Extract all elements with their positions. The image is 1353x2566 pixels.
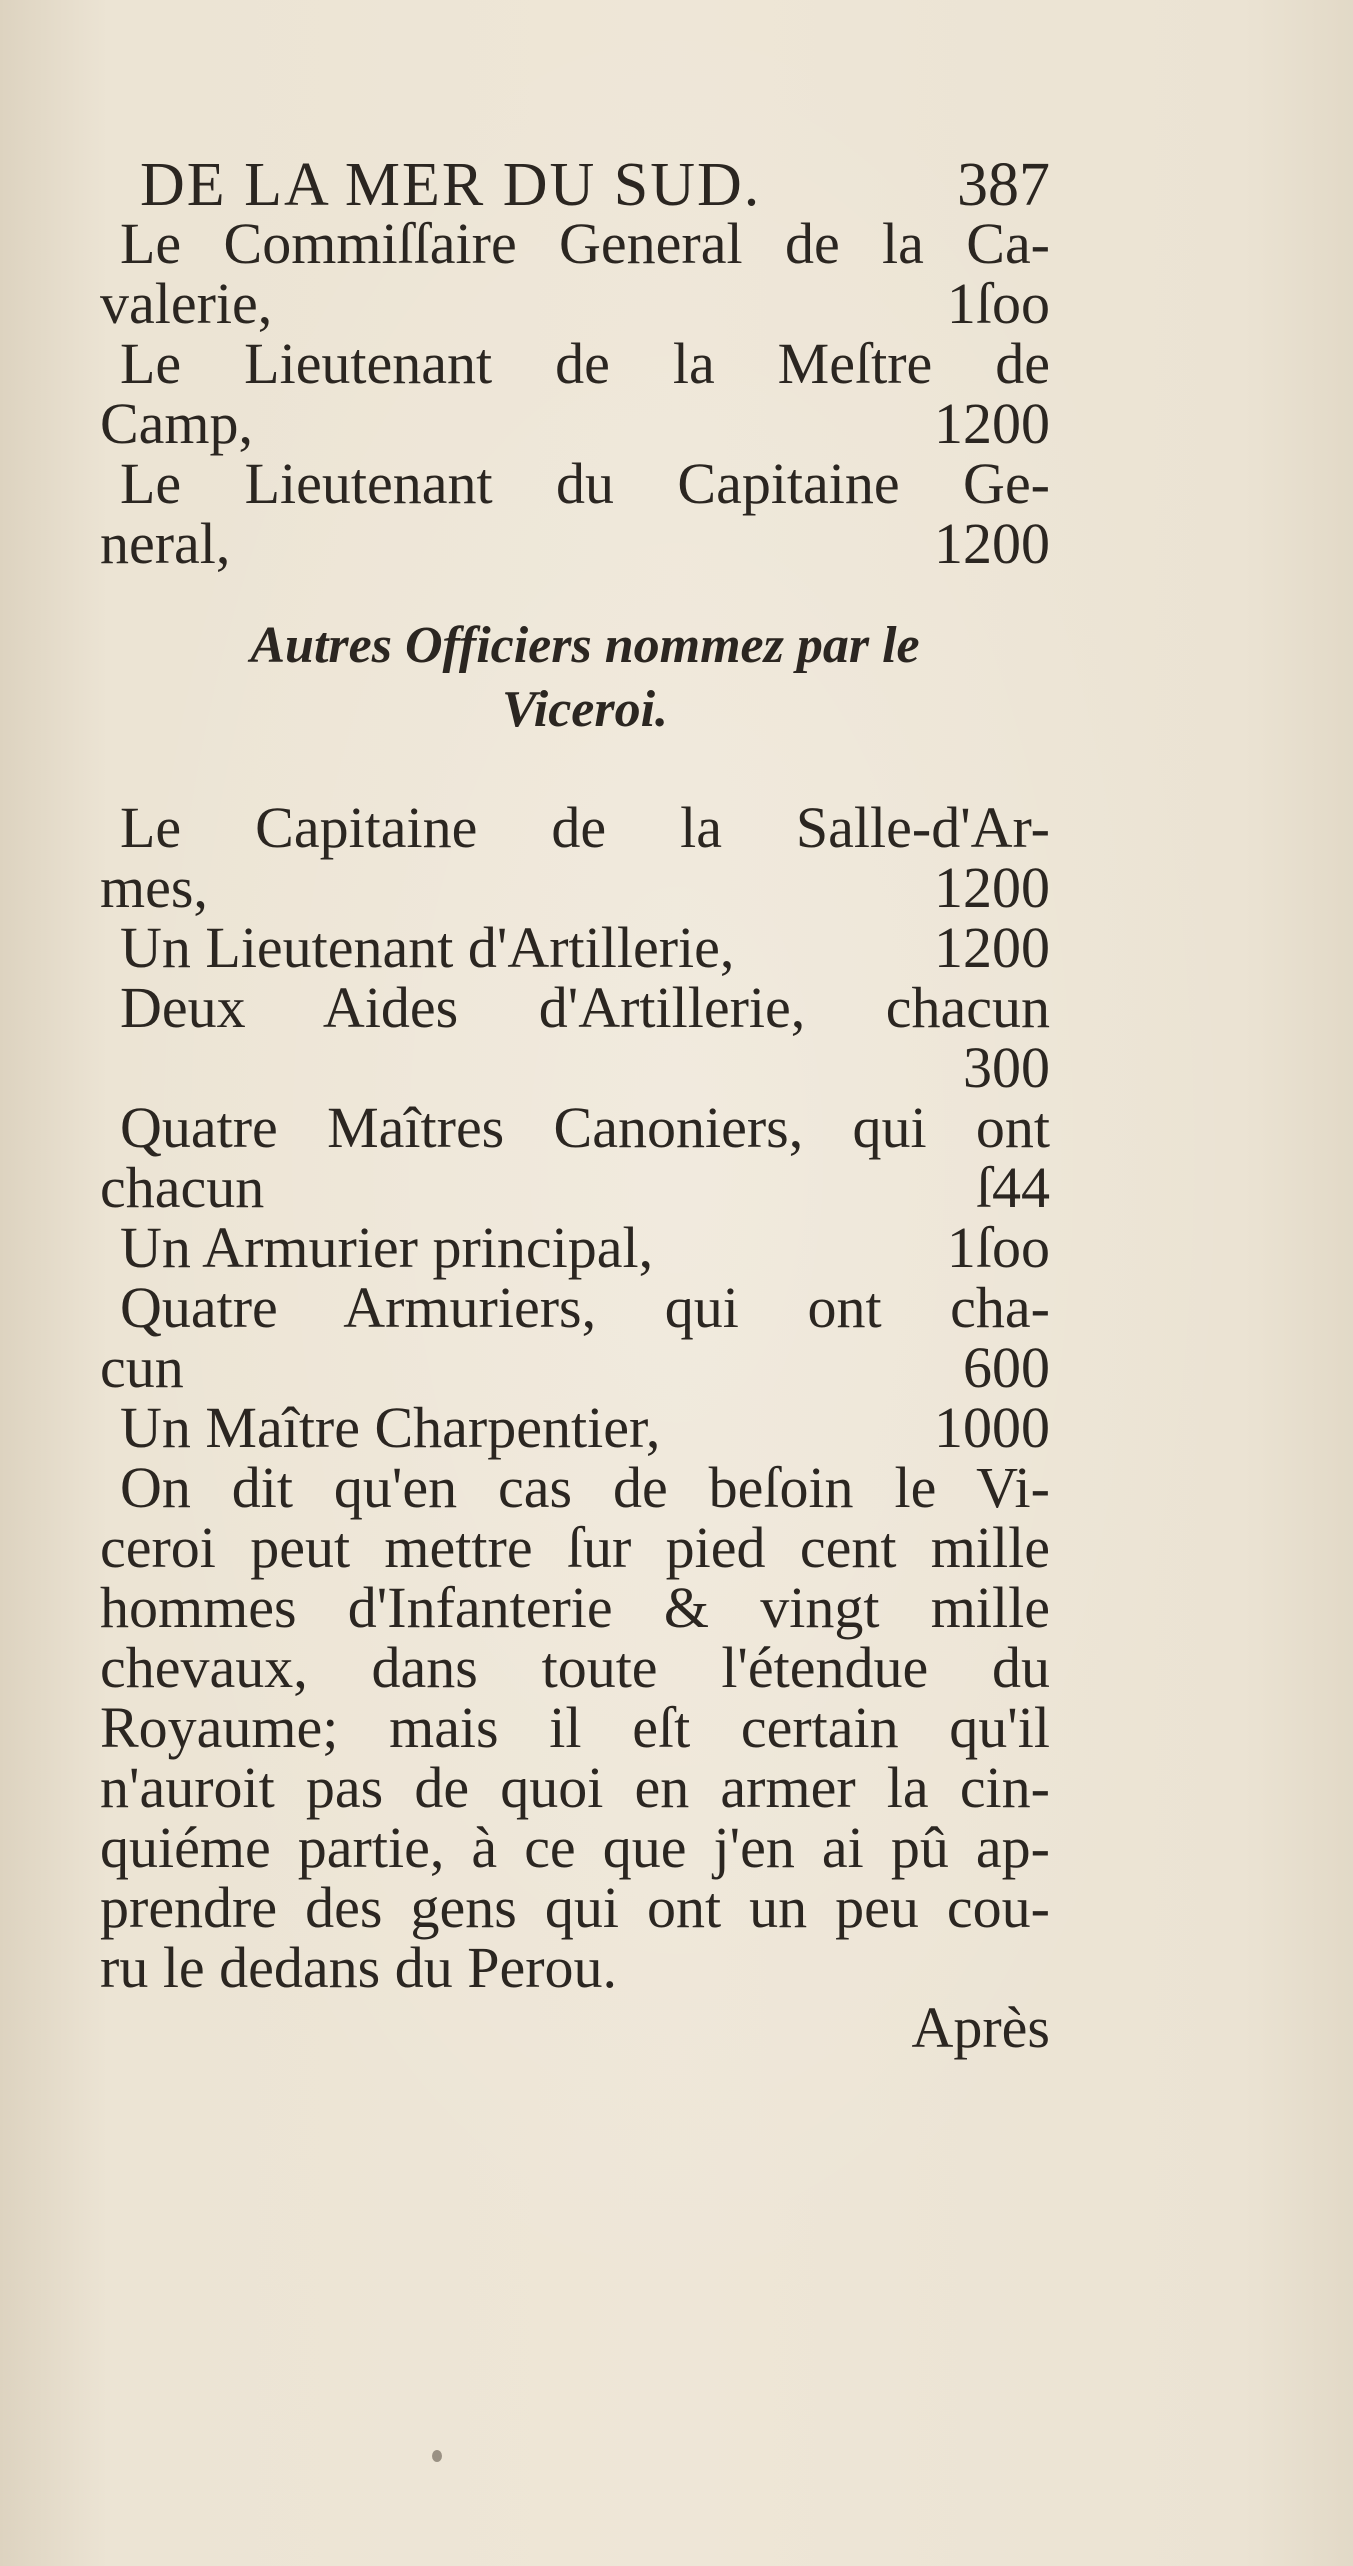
entry-amount: 1200 xyxy=(934,511,1050,576)
paragraph-line: ceroi peut mettre ſur pied cent mille xyxy=(100,1515,1050,1580)
entry-line: Quatre Armuriers, qui ont cha- xyxy=(120,1275,1050,1340)
spacer xyxy=(100,742,1050,798)
entry-line-with-amount xyxy=(100,855,1050,920)
paragraph-line: hommes d'Infanterie & vingt mille xyxy=(100,1575,1050,1640)
entry-line-with-amount xyxy=(100,1395,1050,1460)
entry-text: valerie, xyxy=(100,271,273,336)
paragraph-line: On dit qu'en cas de beſoin le Vi- xyxy=(120,1455,1050,1520)
entry-amount: ſ44 xyxy=(975,1155,1050,1220)
entry-amount: 1000 xyxy=(934,1395,1050,1460)
entry-line-with-amount xyxy=(100,1155,1050,1220)
entry-text: neral, xyxy=(100,511,231,576)
paragraph-line: chevaux, dans toute l'étendue du xyxy=(100,1635,1050,1700)
paragraph-line: Royaume; mais il eſt certain qu'il xyxy=(100,1695,1050,1760)
entry-text: Un Maître Charpentier, xyxy=(120,1395,661,1460)
entry-amount: 600 xyxy=(963,1335,1050,1400)
entry-text: mes, xyxy=(100,855,208,920)
entry-line: Deux Aides d'Artillerie, chacun xyxy=(120,975,1050,1040)
entry-line-with-amount xyxy=(100,1335,1050,1400)
entry-line-with-amount xyxy=(100,391,1050,456)
entry-text: Un Armurier principal, xyxy=(120,1215,654,1280)
entry-amount: 1ſoo xyxy=(946,271,1050,336)
entry-line: Le Commiſſaire General de la Ca- xyxy=(120,211,1050,276)
entry-line: Le Capitaine de la Salle-d'Ar- xyxy=(120,795,1050,860)
entry-text: cun xyxy=(100,1335,184,1400)
paragraph-line: n'auroit pas de quoi en armer la cin- xyxy=(100,1755,1050,1820)
page-number: 387 xyxy=(957,151,1050,219)
spacer xyxy=(100,574,1050,614)
entry-text: Un Lieutenant d'Artillerie, xyxy=(120,915,735,980)
paragraph-line: prendre des gens qui ont un peu cou- xyxy=(100,1875,1050,1940)
entry-line-with-amount xyxy=(100,511,1050,576)
section-heading-line: Viceroi. xyxy=(501,681,669,738)
entry-amount: 300 xyxy=(963,1035,1050,1100)
paragraph-last-line: ru le dedans du Perou. xyxy=(100,1935,618,2000)
running-head-title: DE LA MER DU SUD. xyxy=(140,151,762,219)
text-block xyxy=(100,150,1050,2058)
ink-speck xyxy=(432,2450,442,2462)
entry-line: Quatre Maîtres Canoniers, qui ont xyxy=(120,1095,1050,1160)
entry-text: Camp, xyxy=(100,391,254,456)
running-head xyxy=(100,150,1050,219)
paragraph-line: quiéme partie, à ce que j'en ai pû ap- xyxy=(100,1815,1050,1880)
entry-text: chacun xyxy=(100,1155,265,1220)
entry-amount: 1200 xyxy=(934,855,1050,920)
entry-line-with-amount xyxy=(100,915,1050,980)
entry-amount: 1200 xyxy=(934,915,1050,980)
entry-amount-line xyxy=(100,1035,1050,1100)
entry-line-with-amount xyxy=(100,271,1050,336)
section-heading xyxy=(100,614,1050,742)
entry-amount: 1200 xyxy=(934,391,1050,456)
entry-line: Le Lieutenant de la Meſtre de xyxy=(120,331,1050,396)
section-heading-line: Autres Officiers nommez par le xyxy=(250,617,920,674)
entry-line: Le Lieutenant du Capitaine Ge- xyxy=(120,451,1050,516)
catchword: Après xyxy=(911,1995,1050,2060)
entry-amount: 1ſoo xyxy=(946,1215,1050,1280)
entry-line-with-amount xyxy=(100,1215,1050,1280)
